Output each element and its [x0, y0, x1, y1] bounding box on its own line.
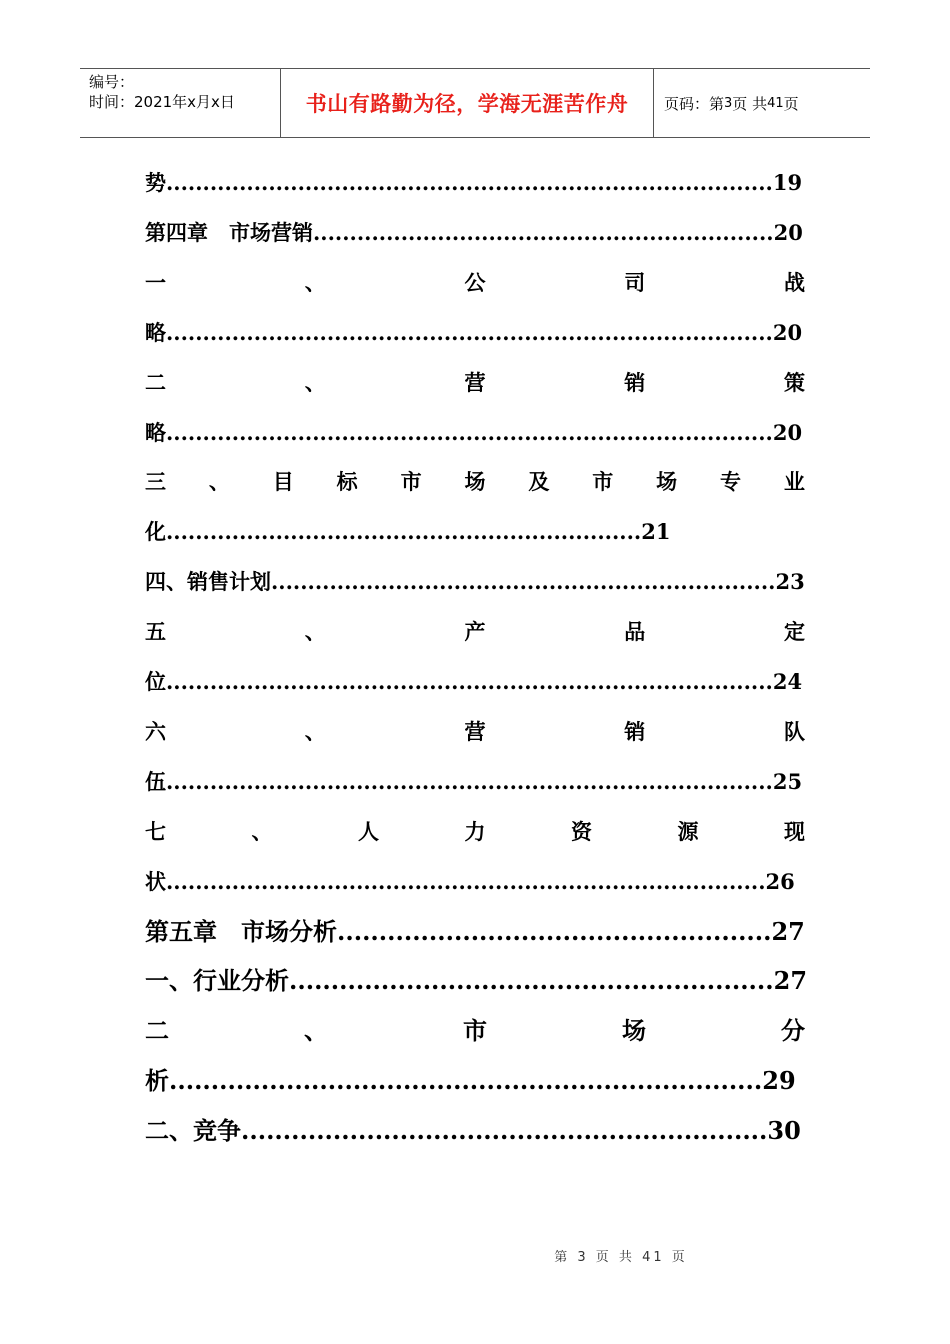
toc-row — [145, 466, 805, 498]
page-total: 41 — [767, 95, 784, 111]
toc-row — [145, 417, 802, 449]
toc-spread-char: 市 — [400, 469, 422, 494]
toc-spread-char: 二 — [145, 1016, 169, 1045]
toc-row — [145, 566, 805, 598]
toc-spread-char: 队 — [784, 719, 805, 744]
toc-row — [145, 367, 805, 399]
toc-spread-char: 、 — [304, 719, 326, 744]
toc-leader-dots: .................................................................................. — [166, 869, 766, 894]
toc-spread-char: 二 — [145, 370, 166, 395]
toc-page-number: 23 — [775, 569, 805, 594]
toc-entry-title: 略 — [145, 320, 166, 345]
toc-spread-char: 、 — [208, 469, 230, 494]
toc-spread-char: 营 — [464, 719, 486, 744]
toc-entry-title: 四、销售计划 — [145, 569, 271, 594]
toc-leader-dots: ................................................................................... — [166, 320, 773, 345]
footer-prefix: 第 — [554, 1250, 571, 1265]
toc-spread-char: 、 — [251, 819, 273, 844]
toc-page-number: 30 — [767, 1116, 801, 1145]
page-prefix: 页码：第 — [664, 94, 725, 113]
toc-leader-dots: ................................................................. — [166, 519, 642, 544]
toc-entry-title: 第四章 市场营销 — [145, 220, 313, 245]
toc-page-number: 21 — [641, 519, 671, 544]
toc-leader-dots: ....................................................................... — [169, 1066, 763, 1095]
toc-spread-char: 销 — [624, 370, 646, 395]
toc-spread-char: 场 — [464, 469, 486, 494]
toc-spread-char: 定 — [784, 619, 805, 644]
toc-page-number: 25 — [772, 769, 803, 794]
page-current: 3 — [724, 95, 733, 111]
toc-leader-dots: ..................................................................... — [271, 569, 776, 594]
toc-entry-title: 伍 — [145, 769, 166, 794]
toc-leader-dots: ............................................................... — [241, 1116, 768, 1145]
page-header — [80, 68, 870, 138]
toc-leader-dots: ................................................................................... — [166, 170, 773, 195]
toc-spread-char: 源 — [677, 819, 699, 844]
toc-row — [145, 616, 805, 648]
toc-entry-title: 略 — [145, 420, 166, 445]
toc-spread-char: 场 — [622, 1016, 646, 1045]
toc-row — [145, 516, 670, 548]
toc-spread-char: 目 — [272, 469, 294, 494]
toc-page-number: 20 — [772, 320, 803, 345]
header-meta — [80, 69, 281, 137]
time-label: 时间：2021年x月x日 — [89, 93, 235, 111]
toc-row — [145, 1115, 801, 1147]
toc-entry-title: 位 — [145, 669, 166, 694]
toc-row — [145, 666, 802, 698]
toc-spread-char: 策 — [784, 370, 805, 395]
toc-leader-dots: ............................................................... — [313, 220, 774, 245]
toc-row — [145, 716, 805, 748]
toc-spread-char: 一 — [145, 270, 166, 295]
header-motto-cell — [281, 69, 654, 137]
page-footer — [0, 1246, 950, 1265]
motto: 书山有路勤为径，学海无涯苦作舟 — [305, 92, 629, 116]
toc-entry-title: 析 — [145, 1066, 169, 1095]
toc-row — [145, 766, 802, 798]
toc-spread-char: 司 — [624, 270, 646, 295]
toc-spread-char: 五 — [145, 619, 166, 644]
toc-spread-char: 产 — [464, 619, 486, 644]
toc-spread-char: 营 — [464, 370, 486, 395]
toc-spread-char: 分 — [781, 1016, 805, 1045]
toc-row — [145, 217, 803, 249]
toc-row — [145, 267, 805, 299]
toc-spread-char: 人 — [358, 819, 379, 844]
toc-spread-char: 三 — [145, 469, 166, 494]
footer-total: 41 — [642, 1250, 665, 1265]
toc-page-number: 26 — [765, 869, 795, 894]
toc-row — [145, 916, 805, 948]
toc-entry-title: 势 — [145, 170, 166, 195]
toc-leader-dots: ................................................................................... — [166, 420, 773, 445]
header-page-info — [654, 69, 870, 137]
toc-row — [145, 816, 805, 848]
toc-spread-char: 、 — [304, 270, 326, 295]
toc-spread-char: 及 — [528, 469, 550, 494]
toc-spread-char: 市 — [592, 469, 614, 494]
toc-spread-char: 、 — [304, 1016, 328, 1045]
toc-entry-title: 一、行业分析 — [145, 966, 289, 995]
footer-mid: 页 共 — [595, 1250, 635, 1265]
toc-entry-title: 状 — [145, 869, 166, 894]
toc-page-number: 20 — [773, 220, 803, 245]
toc-spread-char: 、 — [304, 619, 326, 644]
footer-current: 3 — [577, 1250, 589, 1265]
toc-row — [145, 167, 802, 199]
page-mid: 页 共 — [732, 94, 768, 113]
toc-spread-char: 六 — [145, 719, 166, 744]
toc-entry-title: 化 — [145, 519, 166, 544]
toc-spread-char: 专 — [720, 469, 742, 494]
toc-page-number: 24 — [772, 669, 803, 694]
page-suffix: 页 — [783, 94, 799, 113]
toc-leader-dots: ................................................................................... — [166, 669, 773, 694]
toc-row — [145, 965, 807, 997]
toc-spread-char: 业 — [783, 469, 805, 494]
toc-leader-dots: ................................................................................... — [166, 769, 773, 794]
toc-spread-char: 七 — [145, 819, 166, 844]
toc-spread-char: 市 — [463, 1016, 487, 1045]
toc-page-number: 29 — [762, 1066, 796, 1095]
toc-page-number: 27 — [771, 917, 805, 946]
toc-spread-char: 资 — [571, 819, 592, 844]
toc-row — [145, 317, 802, 349]
toc-spread-char: 销 — [624, 719, 646, 744]
toc-spread-char: 现 — [784, 819, 805, 844]
toc-page-number: 20 — [772, 420, 803, 445]
toc-leader-dots: .......................................................... — [289, 966, 774, 995]
toc-row — [145, 866, 795, 898]
toc-entry-title: 第五章 市场分析 — [145, 917, 337, 946]
toc-row — [145, 1065, 796, 1097]
toc-entry-title: 二、竞争 — [145, 1116, 241, 1145]
toc-spread-char: 公 — [464, 270, 486, 295]
toc-row — [145, 1015, 805, 1047]
toc-spread-char: 品 — [624, 619, 646, 644]
toc-leader-dots: .................................................... — [337, 917, 772, 946]
toc-spread-char: 场 — [656, 469, 678, 494]
footer-suffix: 页 — [671, 1250, 688, 1265]
toc-page-number: 19 — [772, 170, 803, 195]
toc-page-number: 27 — [773, 966, 808, 995]
toc-spread-char: 标 — [336, 469, 358, 494]
toc-spread-char: 力 — [464, 819, 486, 844]
toc-spread-char: 战 — [784, 270, 805, 295]
serial-label: 编号： — [89, 73, 135, 91]
toc-spread-char: 、 — [304, 370, 326, 395]
